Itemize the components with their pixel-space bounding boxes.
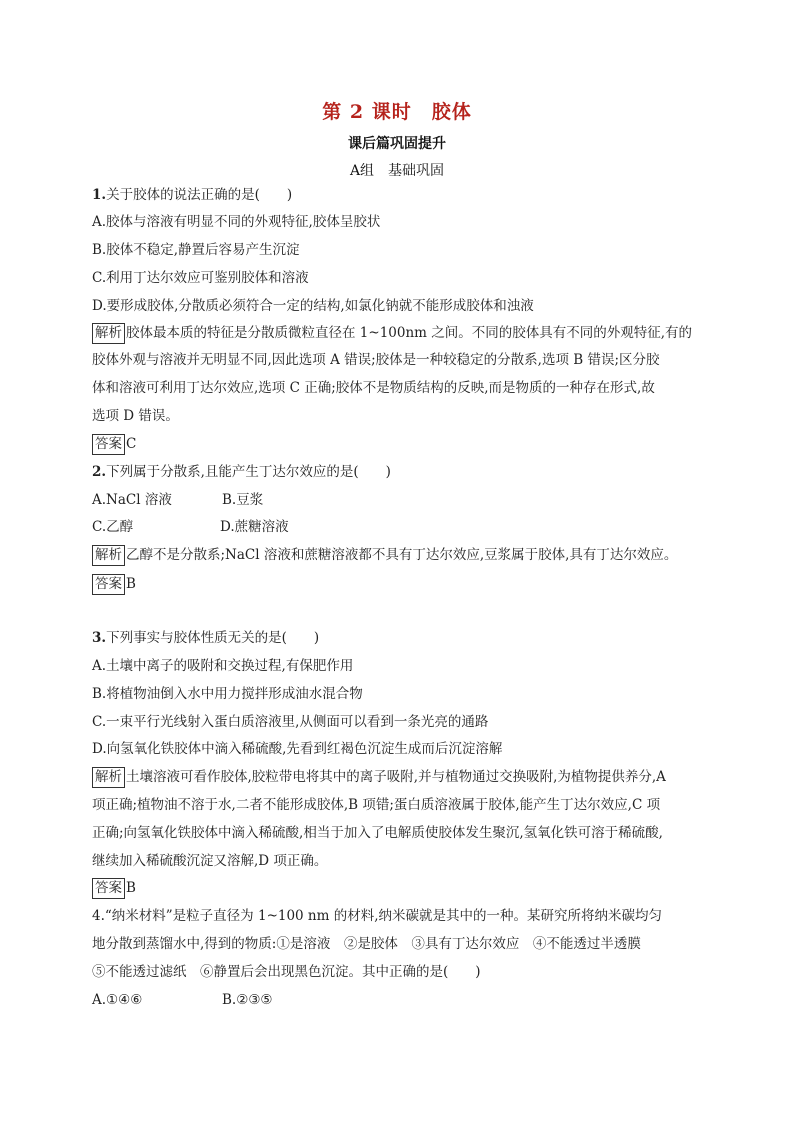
q2-option-d: D.蔗糖溶液 [220,519,289,535]
q1-option-a: A.胶体与溶液有明显不同的外观特征,胶体呈胶状 [92,214,381,230]
question-number: 3. [92,630,107,646]
q3-option-a: A.土壤中离子的吸附和交换过程,有保肥作用 [92,658,354,674]
q2-options-row-1 [92,489,264,511]
answer-value: C [126,436,137,452]
q1-answer [92,433,136,455]
question-text: 下列事实与胶体性质无关的是( ) [106,630,320,646]
q3-analysis-line: 正确;向氢氧化铁胶体中滴入稀硫酸,相当于加入了电解质使胶体发生聚沉,氢氧化铁可溶于稀硫酸, [92,825,663,841]
answer-tag: 答案 [92,878,125,899]
group-heading: A组 基础巩固 [349,163,445,179]
answer-tag: 答案 [92,434,125,455]
q1-option-b: B.胶体不稳定,静置后容易产生沉淀 [92,242,300,258]
question-text: 下列属于分散系,且能产生丁达尔效应的是( ) [106,464,391,480]
analysis-tag: 解析 [92,767,125,788]
question-2-stem [92,461,391,483]
analysis-tag: 解析 [92,545,125,566]
q3-option-c: C.一束平行光线射入蛋白质溶液里,从侧面可以看到一条光亮的通路 [92,714,489,730]
q3-option-d: D.向氢氧化铁胶体中滴入稀硫酸,先看到红褐色沉淀生成而后沉淀溶解 [92,741,503,757]
q4-option-a: A.①④⑥ [92,992,143,1008]
lesson-title: 第 2 课时 胶体 [322,101,472,123]
q3-option-b: B.将植物油倒入水中用力搅拌形成油水混合物 [92,686,363,702]
q1-analysis-line: 体和溶液可利用丁达尔效应,选项 C 正确;胶体不是物质结构的反映,而是物质的一种存在形式,故 [92,380,655,396]
q2-option-b: B.豆浆 [222,492,264,508]
q1-analysis-line [92,322,692,344]
question-4-stem: 4.“纳米材料”是粒子直径为 1~100 nm 的材料,纳米碳就是其中的一种。某研究所将纳米碳均匀 [92,908,663,924]
question-4-stem: 地分散到蒸馏水中,得到的物质:①是溶液 ②是胶体 ③具有丁达尔效应 ④不能透过半透膜 [92,936,641,952]
answer-value: B [126,880,136,896]
q4-options-row-1 [92,989,273,1011]
question-1-stem [92,184,292,206]
q2-option-c: C.乙醇 [92,519,134,535]
q2-option-a: A.NaCl 溶液 [92,492,172,508]
question-number: 2. [92,464,107,480]
q4-option-b: B.②③⑤ [222,992,273,1008]
q1-analysis-line: 选项 D 错误。 [92,408,179,424]
analysis-tag: 解析 [92,323,125,344]
q3-analysis-line: 项正确;植物油不溶于水,二者不能形成胶体,B 项错;蛋白质溶液属于胶体,能产生丁达尔效应,C 项 [92,797,661,813]
analysis-text: 土壤溶液可看作胶体,胶粒带电将其中的离子吸附,并与植物通过交换吸附,为植物提供养分,A [126,769,666,785]
question-text: 关于胶体的说法正确的是( ) [106,187,293,203]
q2-answer [92,573,136,595]
q1-option-d: D.要形成胶体,分散质必须符合一定的结构,如氯化钠就不能形成胶体和浊液 [92,298,534,314]
answer-tag: 答案 [92,574,125,595]
q2-options-row-2 [92,516,289,538]
q3-analysis-line [92,766,666,788]
q2-analysis-line [92,544,677,566]
q3-analysis-line: 继续加入稀硫酸沉淀又溶解,D 项正确。 [92,853,328,869]
q1-option-c: C.利用丁达尔效应可鉴别胶体和溶液 [92,270,309,286]
q1-analysis-line: 胶体外观与溶液并无明显不同,因此选项 A 错误;胶体是一种较稳定的分散系,选项 B 错误;区分胶 [92,352,660,368]
analysis-text: 胶体最本质的特征是分散质微粒直径在 1~100nm 之间。不同的胶体具有不同的外观特征,有的 [126,325,693,341]
section-subtitle: 课后篇巩固提升 [348,136,446,152]
question-3-stem [92,627,319,649]
q3-answer [92,877,136,899]
question-number: 1. [92,187,107,203]
question-4-stem: ⑤不能透过滤纸 ⑥静置后会出现黑色沉淀。其中正确的是( ) [92,964,481,980]
answer-value: B [126,576,136,592]
analysis-text: 乙醇不是分散系;NaCl 溶液和蔗糖溶液都不具有丁达尔效应,豆浆属于胶体,具有丁达尔效应。 [126,547,678,563]
